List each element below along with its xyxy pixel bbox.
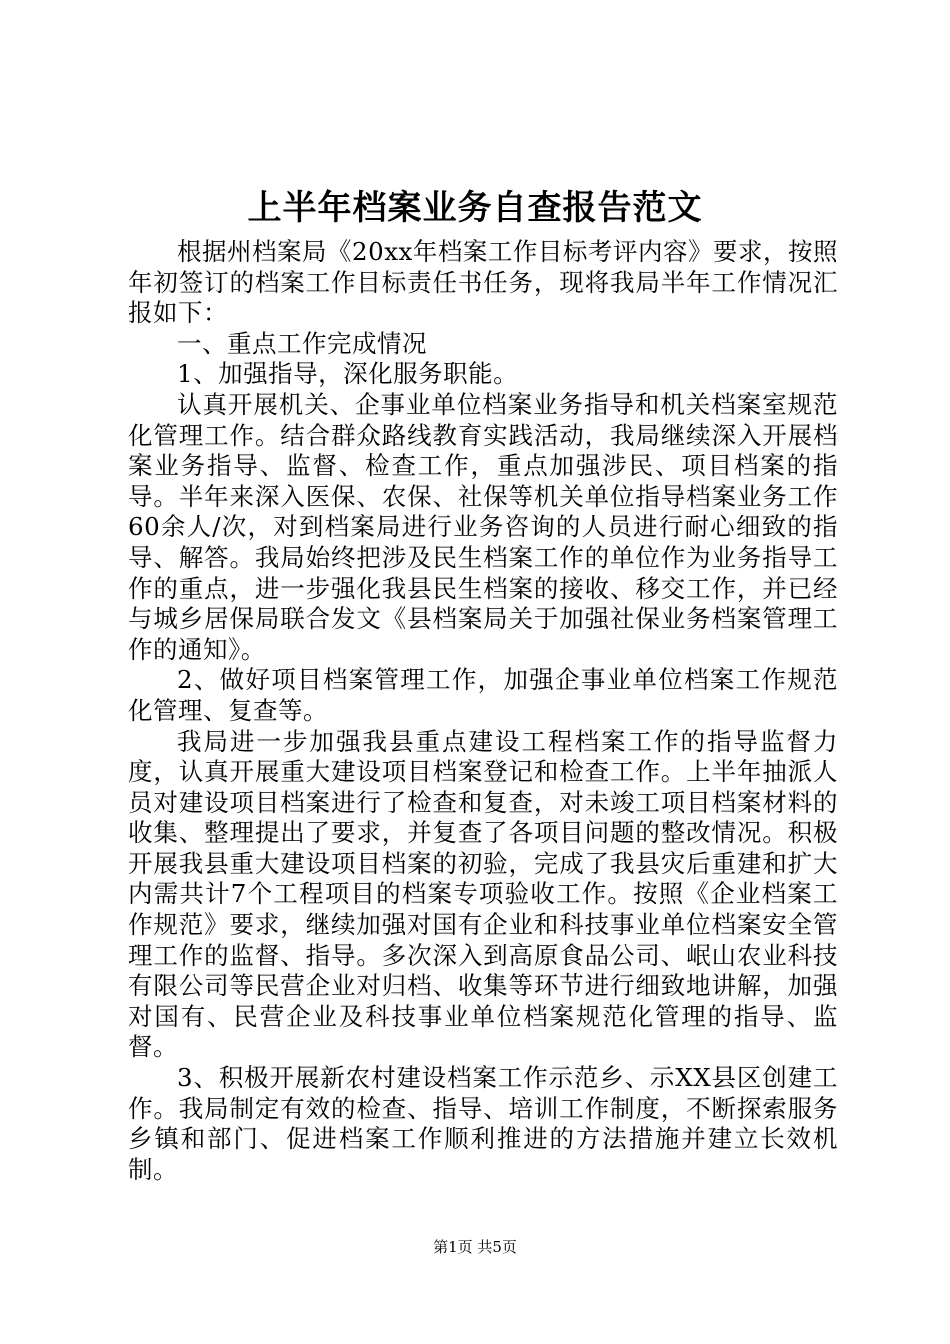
body-paragraph-2: 我局进一步加强我县重点建设工程档案工作的指导监督力度，认真开展重大建设项目档案登记和检查工作。上半年抽派人员对建设项目档案进行了检查和复查，对未竣工项目档案材料的收集、整理提出了要求，并复查了各项目问题的整改情况。积极开展我县重大建设项目档案的初验，完成了我县灾后重建和扩大内需共计7个工程项目的档案专项验收工作。按照《企业档案工作规范》要求，继续加强对国有企业和科技事业单位档案安全管理工作的监督、指导。多次深入到高原食品公司、岷山农业科技有限公司等民营企业对归档、收集等环节进行细致地讲解，加强对国有、民营企业及科技事业单位档案规范化管理的指导、监督。 xyxy=(128,726,838,1062)
page-footer: 第1页 共5页 xyxy=(433,1238,517,1256)
subheading-3: 3、积极开展新农村建设档案工作示范乡、示XX县区创建工作。我局制定有效的检查、指导、培训工作制度，不断探索服务乡镇和部门、促进档案工作顺利推进的方法措施并建立长效机制。 xyxy=(128,1063,838,1184)
document-title: 上半年档案业务自查报告范文 xyxy=(247,188,703,228)
subheading-2: 2、做好项目档案管理工作，加强企事业单位档案工作规范化管理、复查等。 xyxy=(128,665,838,725)
body-paragraph-1: 认真开展机关、企事业单位档案业务指导和机关档案室规范化管理工作。结合群众路线教育实践活动，我局继续深入开展档案业务指导、监督、检查工作，重点加强涉民、项目档案的指导。半年来深入医保、农保、社保等机关单位指导档案业务工作60余人/次，对到档案局进行业务咨询的人员进行耐心细致的指导、解答。我局始终把涉及民生档案工作的单位作为业务指导工作的重点，进一步强化我县民生档案的接收、移交工作，并已经与城乡居保局联合发文《县档案局关于加强社保业务档案管理工作的通知》。 xyxy=(128,389,838,664)
document-body xyxy=(128,237,838,1185)
intro-paragraph: 根据州档案局《20xx年档案工作目标考评内容》要求，按照年初签订的档案工作目标责任书任务，现将我局半年工作情况汇报如下： xyxy=(128,237,838,328)
section-heading: 一、重点工作完成情况 xyxy=(177,328,427,358)
subheading-1: 1、加强指导，深化服务职能。 xyxy=(177,359,519,389)
